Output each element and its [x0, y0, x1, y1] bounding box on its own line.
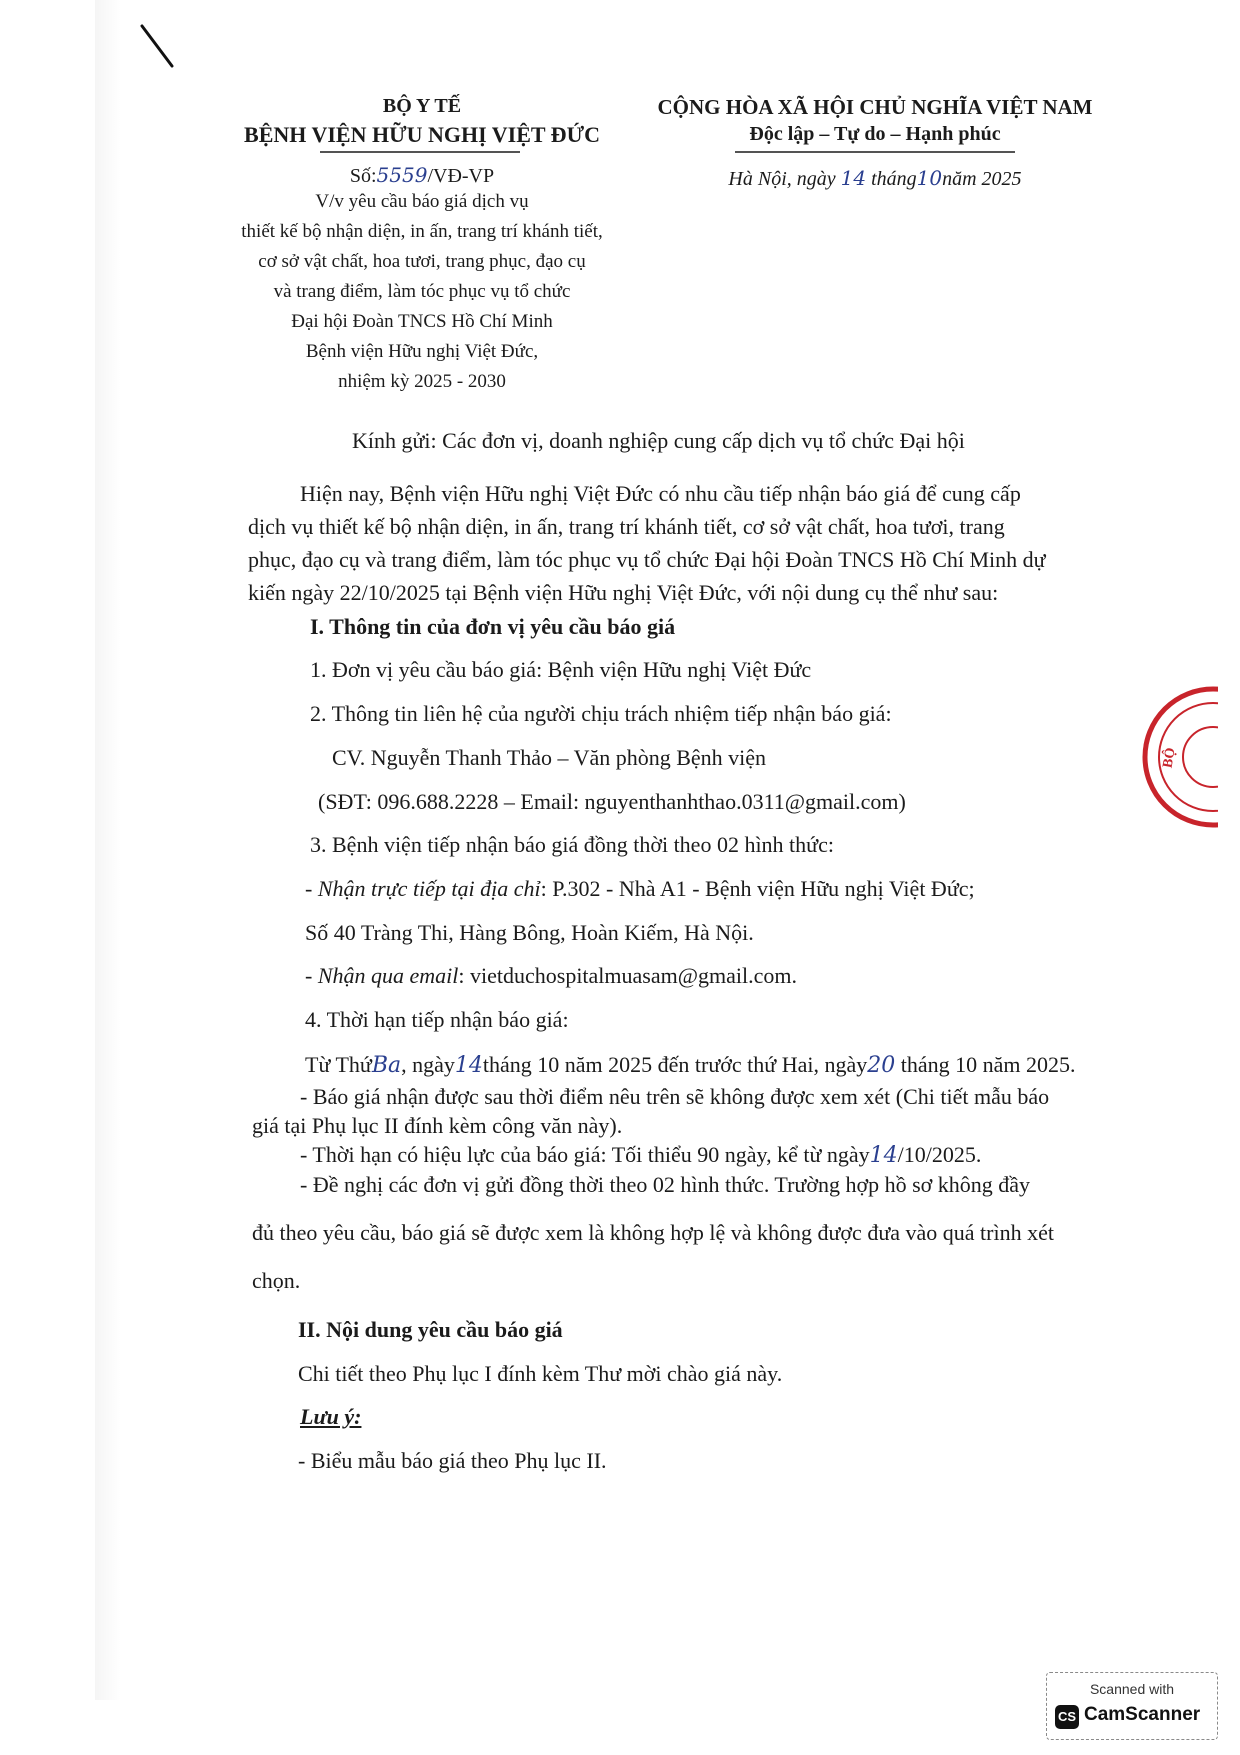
item-2: 2. Thông tin liên hệ của người chịu trách nhiệm tiếp nhận báo giá:: [310, 701, 892, 726]
intro-line: kiến ngày 22/10/2025 tại Bệnh viện Hữu nghị Việt Đức, với nội dung cụ thể như sau:: [248, 580, 999, 605]
validity-text: - Thời hạn có hiệu lực của báo giá: Tối thiểu 90 ngày, kể từ ngày: [300, 1142, 870, 1167]
submission-period: [305, 1052, 1076, 1078]
subject-line: Đại hội Đoàn TNCS Hồ Chí Minh: [291, 311, 553, 332]
note-3-line: - Đề nghị các đơn vị gửi đồng thời theo 02 hình thức. Trường hợp hồ sơ không đầy: [300, 1172, 1031, 1197]
validity-text: /10/2025.: [897, 1142, 982, 1167]
red-seal-partial: [1108, 682, 1218, 832]
contact-name: CV. Nguyễn Thanh Thảo – Văn phòng Bệnh viện: [332, 745, 767, 770]
scan-edge-shadow: [95, 0, 121, 1700]
watermark-brand: CamScanner: [1084, 1704, 1201, 1725]
note-1-line: giá tại Phụ lục II đính kèm công văn này).: [252, 1113, 623, 1138]
doc-number-prefix: Số:: [349, 165, 377, 187]
subject-line: cơ sở vật chất, hoa tươi, trang phục, đạo cụ: [258, 251, 586, 272]
subject-line: nhiệm kỳ 2025 - 2030: [338, 371, 506, 392]
date-prefix: Hà Nội, ngày: [728, 168, 836, 190]
item-1: 1. Đơn vị yêu cầu báo giá: Bệnh viện Hữu nghị Việt Đức: [310, 657, 812, 682]
direct-address-value: : P.302 - Nhà A1 - Bệnh viện Hữu nghị Việt Đức;: [540, 876, 975, 901]
direct-address: [305, 876, 975, 902]
section-2-title: II. Nội dung yêu cầu báo giá: [298, 1317, 563, 1342]
email-submission: [305, 963, 797, 989]
period-weekday-handwritten: Ba: [371, 1053, 402, 1078]
note-item: - Biểu mẫu báo giá theo Phụ lục II.: [298, 1448, 607, 1473]
hospital-name: BỆNH VIỆN HỮU NGHỊ VIỆT ĐỨC: [244, 122, 600, 147]
item-4: 4. Thời hạn tiếp nhận báo giá:: [305, 1007, 569, 1032]
subject-line: Bệnh viện Hữu nghị Việt Đức,: [305, 341, 539, 362]
email-label: - Nhận qua email: [305, 963, 459, 988]
period-day-handwritten: 14: [454, 1053, 483, 1078]
note-3-line: đủ theo yêu cầu, báo giá sẽ được xem là không hợp lệ và không được đưa vào quá trình xét: [252, 1220, 1054, 1245]
section-1-title: I. Thông tin của đơn vị yêu cầu báo giá: [310, 614, 676, 639]
pen-stroke-mark: [138, 22, 178, 70]
country-name: CỘNG HÒA XÃ HỘI CHỦ NGHĨA VIỆT NAM: [657, 95, 1093, 119]
seal-text: BỘ: [1160, 746, 1179, 770]
period-text: , ngày: [401, 1052, 455, 1077]
contact-phone-email: (SĐT: 096.688.2228 – Email: nguyenthanhthao.0311@gmail.com): [318, 789, 906, 814]
hospital-underline: [320, 150, 520, 154]
date-suffix: năm 2025: [942, 168, 1022, 190]
subject-line: V/v yêu cầu báo giá dịch vụ: [315, 191, 529, 212]
subject-line: thiết kế bộ nhận diện, in ấn, trang trí khánh tiết,: [241, 221, 603, 242]
item-3: 3. Bệnh viện tiếp nhận báo giá đồng thời theo 02 hình thức:: [310, 832, 834, 857]
period-end-day-handwritten: 20: [867, 1053, 896, 1078]
watermark-caption: Scanned with: [1089, 1681, 1175, 1697]
doc-number-handwritten: 5559: [376, 163, 428, 187]
validity-day-handwritten: 14: [869, 1143, 898, 1168]
intro-line: Hiện nay, Bệnh viện Hữu nghị Việt Đức có nhu cầu tiếp nhận báo giá để cung cấp: [300, 481, 1021, 506]
section-2-text: Chi tiết theo Phụ lục I đính kèm Thư mời chào giá này.: [298, 1361, 783, 1386]
motto-underline: [735, 150, 1015, 154]
direct-address-label: - Nhận trực tiếp tại địa chỉ: [305, 876, 541, 901]
email-value: : vietduchospitalmuasam@gmail.com.: [458, 963, 797, 988]
national-motto: Độc lập – Tự do – Hạnh phúc: [749, 123, 1001, 145]
ministry-name: BỘ Y TẾ: [382, 95, 462, 117]
intro-line: dịch vụ thiết kế bộ nhận diện, in ấn, trang trí khánh tiết, cơ sở vật chất, hoa tươi, trang: [248, 514, 1005, 539]
validity-note: [300, 1142, 981, 1168]
note-1-line: - Báo giá nhận được sau thời điểm nêu trên sẽ không được xem xét (Chi tiết mẫu báo: [300, 1084, 1050, 1109]
document-number: [212, 163, 632, 188]
period-text: tháng 10 năm 2025.: [895, 1052, 1076, 1077]
intro-line: phục, đạo cụ và trang điểm, làm tóc phục vụ tổ chức Đại hội Đoàn TNCS Hồ Chí Minh dự: [248, 547, 1046, 572]
issue-date: [640, 166, 1110, 191]
date-month-handwritten: 10: [916, 166, 943, 190]
greeting: Kính gửi: Các đơn vị, doanh nghiệp cung cấp dịch vụ tổ chức Đại hội: [352, 428, 965, 453]
camscanner-logo-icon: CS: [1055, 1705, 1079, 1729]
address-line-2: Số 40 Tràng Thi, Hàng Bông, Hoàn Kiếm, Hà Nội.: [305, 920, 754, 945]
date-month-label: tháng: [871, 168, 917, 190]
doc-number-suffix: /VĐ-VP: [427, 165, 495, 187]
note-label: Lưu ý:: [300, 1404, 362, 1429]
period-text: tháng 10 năm 2025 đến trước thứ Hai, ngày: [482, 1052, 868, 1077]
date-day-handwritten: 14: [840, 166, 867, 190]
note-3-line: chọn.: [252, 1268, 301, 1293]
subject-line: và trang điểm, làm tóc phục vụ tổ chức: [273, 281, 571, 302]
camscanner-watermark: [1046, 1672, 1218, 1740]
period-text: Từ Thứ: [305, 1052, 372, 1077]
